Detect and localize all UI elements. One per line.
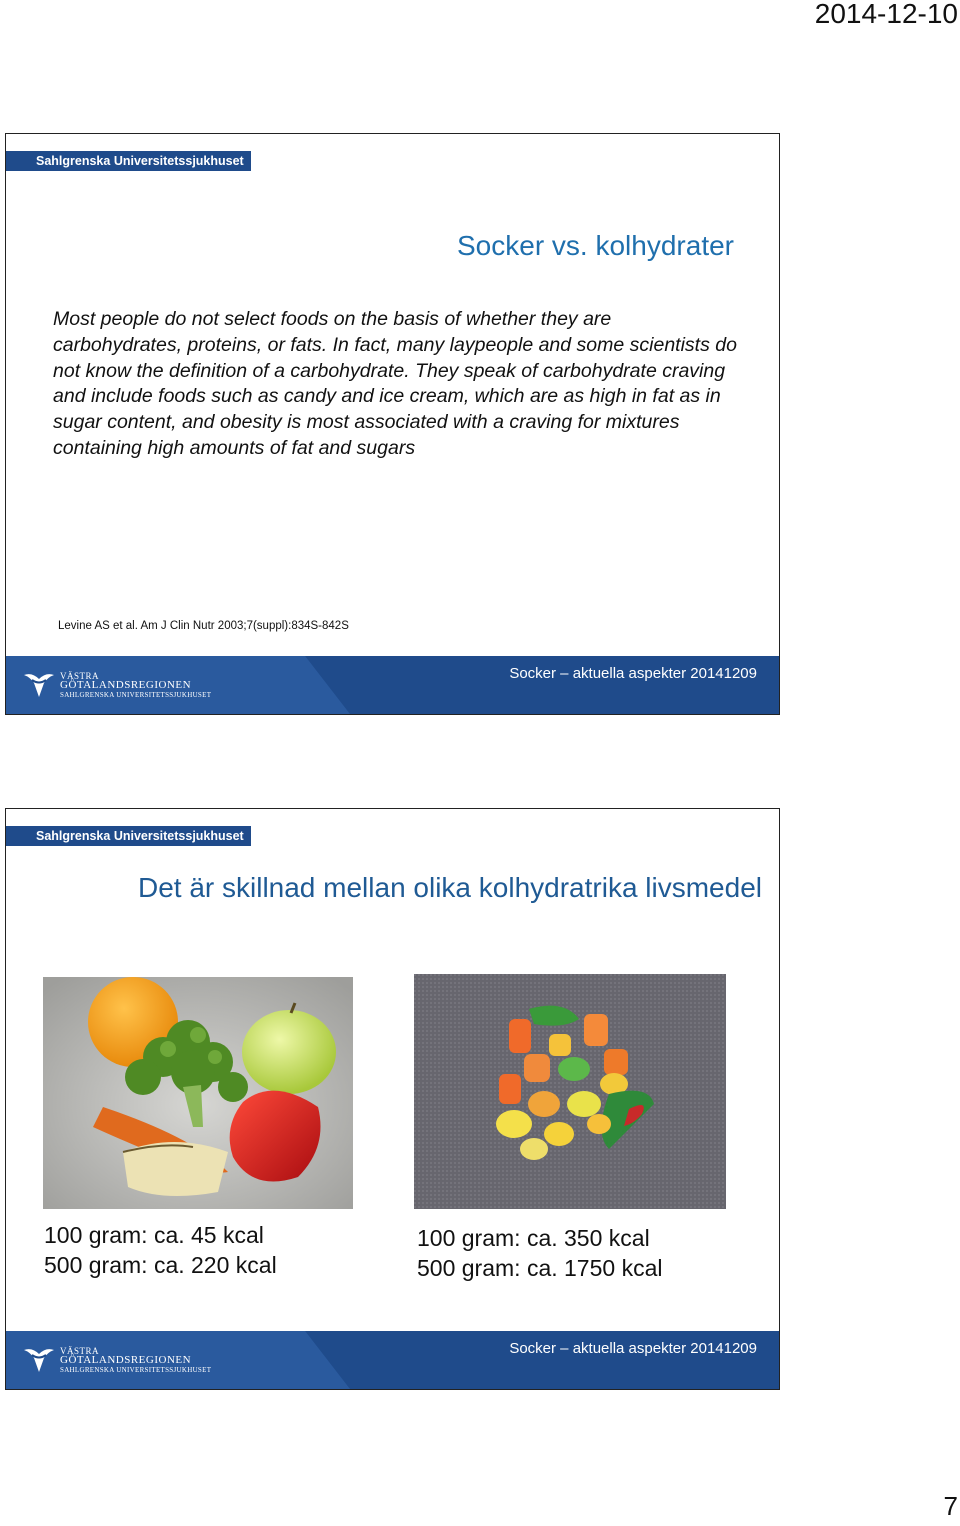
candy-photo <box>414 974 726 1209</box>
page-number: 7 <box>943 1491 958 1521</box>
slide-footer <box>6 1331 779 1389</box>
logo-line-1: VÄSTRA <box>60 1345 100 1356</box>
region-logo-icon <box>22 1346 56 1376</box>
candy-kcal <box>417 1223 662 1283</box>
slide-title: Socker vs. kolhydrater <box>457 230 734 261</box>
footer-caption: Socker – aktuella aspekter 20141209 <box>509 1340 757 1357</box>
vegetables-kcal <box>44 1220 277 1280</box>
slide-footer <box>6 656 779 714</box>
region-logo <box>22 1343 211 1379</box>
kcal-100g: 100 gram: ca. 350 kcal <box>417 1225 650 1251</box>
kcal-500g: 500 gram: ca. 1750 kcal <box>417 1255 663 1281</box>
region-logo <box>22 668 211 704</box>
kcal-100g: 100 gram: ca. 45 kcal <box>44 1222 264 1248</box>
logo-line-2: GÖTALANDSREGIONEN <box>60 1354 192 1367</box>
vegetables-photo <box>43 977 353 1209</box>
slide-sugar-vs-carbohydrates <box>5 133 780 715</box>
slide-title: Det är skillnad mellan olika kolhydratrika livsmedel <box>137 872 762 903</box>
hospital-banner: Sahlgrenska Universitetssjukhuset <box>6 151 251 171</box>
page-date: 2014-12-10 <box>814 0 958 29</box>
quote-text: Most people do not select foods on the basis of whether they are carbohydrates, proteins, or fats. In fact, many laypeople and some scientists do not know the definition of a carbohydrate. They speak of carbohydrate craving and include foods such as candy and ice cream, which are as high in fat as in sugar content, and obesity is most associated with a craving for mixtures containing high amounts of fat and sugars <box>53 308 737 459</box>
logo-line-3: SAHLGRENSKA UNIVERSITETSSJUKHUSET <box>60 1365 212 1374</box>
region-logo-icon <box>22 671 56 701</box>
slide-carbohydrate-foods-differ <box>5 808 780 1390</box>
logo-line-3: SAHLGRENSKA UNIVERSITETSSJUKHUSET <box>60 690 212 699</box>
kcal-500g: 500 gram: ca. 220 kcal <box>44 1252 277 1278</box>
reference-citation: Levine AS et al. Am J Clin Nutr 2003;7(suppl):834S-842S <box>58 620 349 632</box>
logo-line-1: VÄSTRA <box>60 670 100 681</box>
logo-line-2: GÖTALANDSREGIONEN <box>60 679 192 692</box>
hospital-banner: Sahlgrenska Universitetssjukhuset <box>6 826 251 846</box>
footer-caption: Socker – aktuella aspekter 20141209 <box>509 665 757 682</box>
